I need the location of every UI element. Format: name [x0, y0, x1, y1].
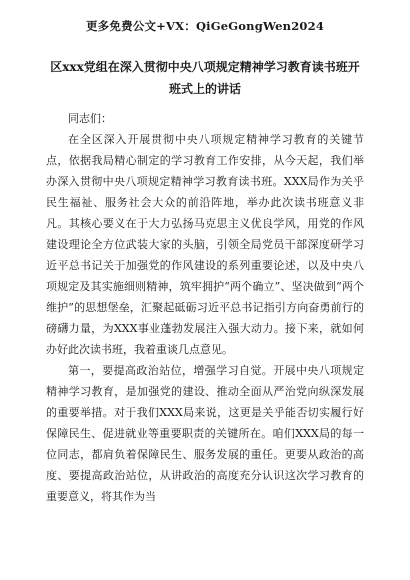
document-title [46, 56, 364, 100]
header-watermark: 更多免费公文+VX：QiGeGongWen2024 [85, 19, 325, 33]
paragraph-intro: 在全区深入开展贯彻中央八项规定精神学习教育的关键节点，依据我局精心制定的学习教育工作安排，从今天起，我们举办深入贯彻中央八项规定精神学习教育读书班。XXX局作为关乎民生福祉、服务社会大众的前沿阵地，举办此次读书班意义非凡。其核心要义在于大力弘扬马克思主义优良学风，用党的作风建设理论全方位武装大家的头脑，引领全局党员干部深度研学习近平总书记关于加强党的作风建设的系列重要论述，以及中央八项规定及其实施细则精神，筑牢拥护“两个确立”、坚决做到“两个维护”的思想堡垒，汇聚起砥砺习近平总书记指引方向奋勇前行的磅礴力量，为XXX事业蓬勃发展注入强大动力。接下来，就如何办好此次读书班，我着重谈几点意见。 [46, 133, 364, 356]
greeting: 同志们： [68, 112, 112, 125]
title-line-2: 班式上的讲话 [168, 82, 241, 96]
title-line-1: 区xxx党组在深入贯彻中央八项规定精神学习教育读书班开 [50, 60, 360, 74]
paragraph-point-one: 第一，要提高政治站位，增强学习自觉。开展中央八项规定精神学习教育，是加强党的建设、推动全面从严治党向纵深发展的重要举措。对于我们XXX局来说，这更是关乎能否切实履行好保障民生、促进就业等重要职责的关键所在。咱们XXX局的每一位同志，都肩负着保障民生、服务发展的重任。更要从政治的高度、要提高政治站位，从讲政治的高度充分认识这次学习教育的重要意义，将其作为当 [46, 364, 364, 503]
